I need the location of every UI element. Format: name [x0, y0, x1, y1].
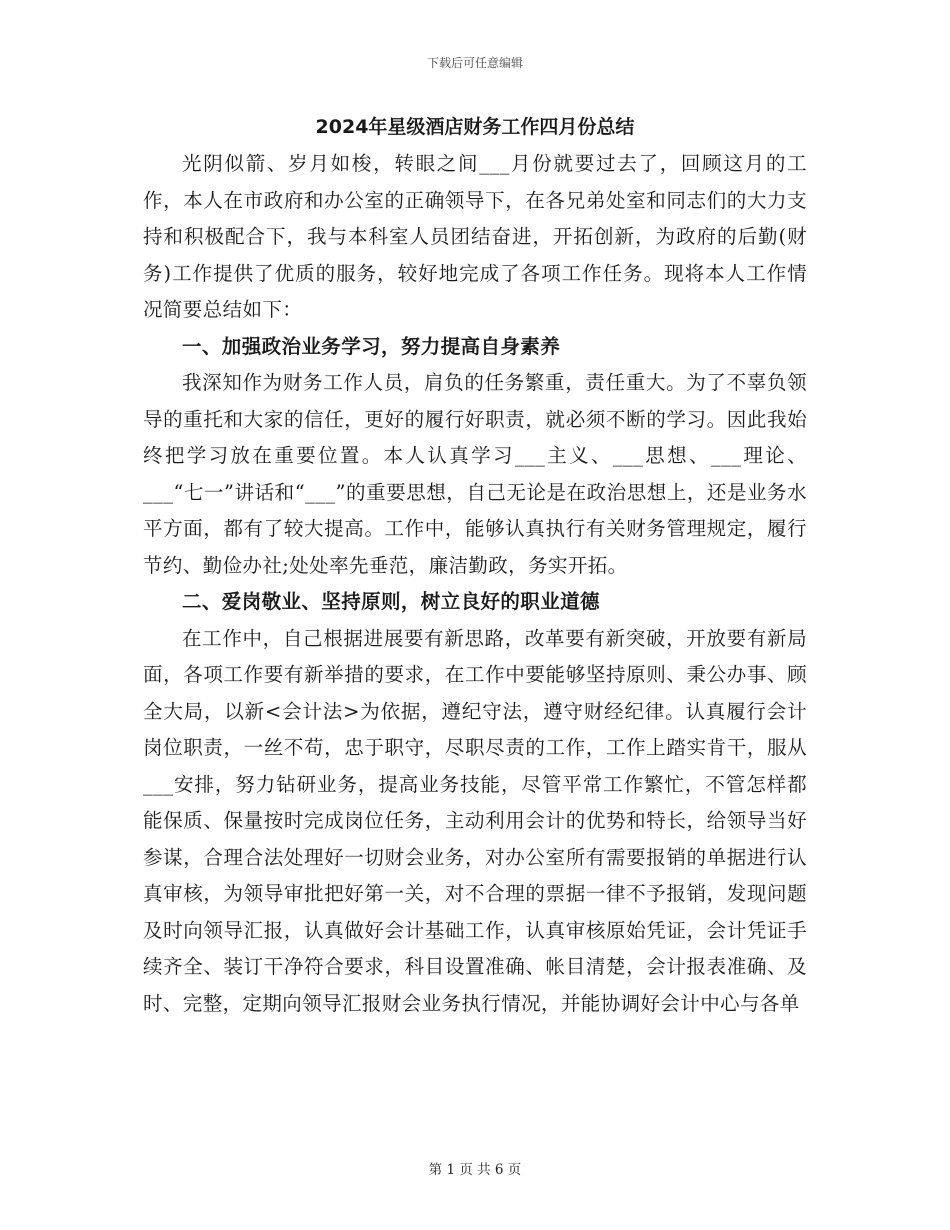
document-body — [143, 146, 807, 1022]
document-title: 2024年星级酒店财务工作四月份总结 — [315, 116, 635, 138]
page-footer: 第 1 页 共 6 页 — [428, 1162, 522, 1178]
header-note: 下载后可任意编辑 — [426, 56, 523, 70]
section-heading-1: 一、加强政治业务学习，努力提高自身素养 — [182, 334, 561, 358]
section-2-paragraph: 在工作中，自己根据进展要有新思路，改革要有新突破，开放要有新局面，各项工作要有新举措的要求，在工作中要能够坚持原则、秉公办事、顾全大局，以新<会计法>为依据，遵纪守法，遵守财经纪律。认真履行会计岗位职责，一丝不苟，忠于职守，尽职尽责的工作，工作上踏实肯干，服从___安排，努力钻研业务，提高业务技能，尽管平常工作繁忙，不管怎样都能保质、保量按时完成岗位任务，主动利用会计的优势和特长，给领导当好参谋，合理合法处理好一切财会业务，对办公室所有需要报销的单据进行认真审核，为领导审批把好第一关，对不合理的票据一律不予报销，发现问题及时向领导汇报，认真做好会计基础工作，认真审核原始凭证，会计凭证手续齐全、装订干净符合要求，科目设置准确、帐目清楚，会计报表准确、及时、完整，定期向领导汇报财会业务执行情况，并能协调好会计中心与各单 — [143, 626, 807, 1015]
section-heading-2: 二、爱岗敬业、坚持原则，树立良好的职业道德 — [182, 590, 600, 613]
section-1-paragraph: 我深知作为财务工作人员，肩负的任务繁重，责任重大。为了不辜负领导的重托和大家的信任，更好的履行好职责，就必须不断的学习。因此我始终把学习放在重要位置。本人认真学习___主义、___思想、___理论、___“七一”讲话和“___”的重要思想，自己无论是在政治思想上，还是业务水平方面，都有了较大提高。工作中，能够认真执行有关财务管理规定，履行节约、勤俭办社;处处率先垂范，廉洁勤政，务实开拓。 — [143, 371, 807, 577]
intro-paragraph: 光阴似箭、岁月如梭，转眼之间___月份就要过去了，回顾这月的工作，本人在市政府和办公室的正确领导下，在各兄弟处室和同志们的大力支持和积极配合下，我与本科室人员团结奋进，开拓创新，为政府的后勤(财务)工作提供了优质的服务，较好地完成了各项工作任务。现将本人工作情况简要总结如下： — [143, 152, 807, 321]
